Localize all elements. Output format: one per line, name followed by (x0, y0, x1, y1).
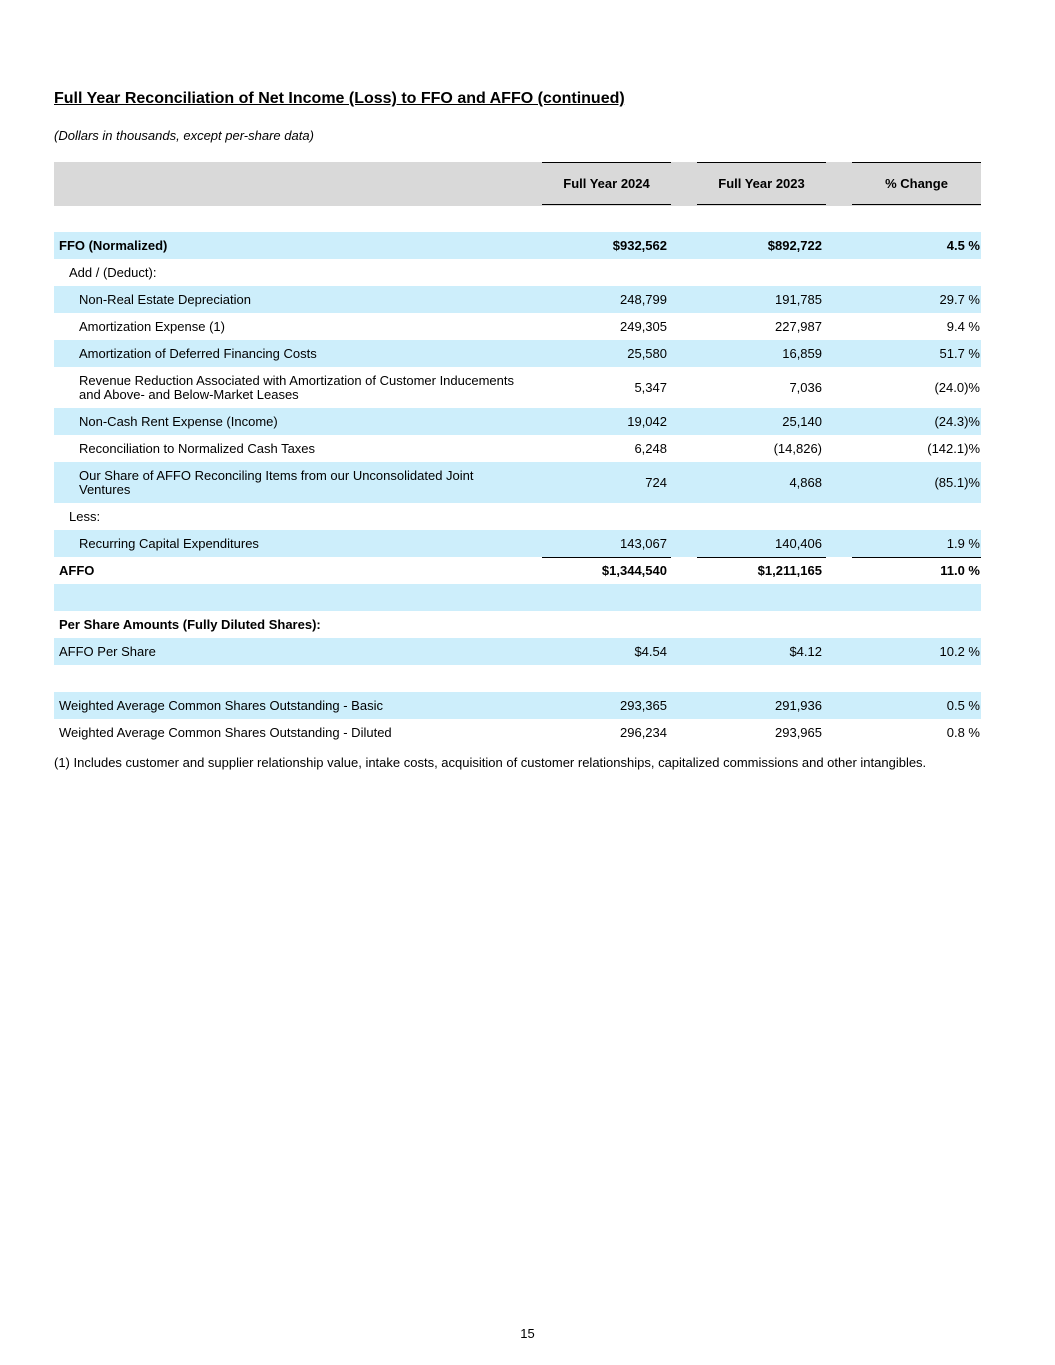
value-change: (85.1)% (934, 475, 980, 490)
row-label: Add / (Deduct): (69, 264, 157, 280)
row-label: Amortization of Deferred Financing Costs (79, 345, 317, 361)
value-2023: 291,936 (775, 698, 822, 713)
page-number: 15 (520, 1326, 535, 1341)
value-2023: 293,965 (775, 725, 822, 740)
table-row-ffo-normalized (54, 232, 981, 259)
value-change: 11.0 % (940, 563, 980, 578)
row-label: Per Share Amounts (Fully Diluted Shares): (59, 616, 321, 632)
value-change: 10.2 % (939, 644, 980, 659)
value-2024: 6,248 (634, 441, 667, 456)
value-2023: $4.12 (789, 644, 822, 659)
value-2023: 227,987 (775, 319, 822, 334)
footnote: (1) Includes customer and supplier relationship value, intake costs, acquisition of customer relationships, capitalized commissions and other intangibles. (54, 755, 927, 770)
table-header (54, 162, 981, 206)
row-label: Weighted Average Common Shares Outstanding - Diluted (59, 724, 392, 740)
row-label: Our Share of AFFO Reconciling Items from our Unconsolidated Joint Ventures (79, 467, 474, 497)
row-label: Amortization Expense (1) (79, 318, 225, 334)
column-header-full-year-2023: Full Year 2023 (697, 162, 826, 205)
value-2023: 140,406 (775, 536, 822, 551)
value-change: 1.9 % (946, 536, 980, 551)
table-spacer (54, 206, 981, 232)
row-label: Recurring Capital Expenditures (79, 535, 259, 551)
value-2024: 25,580 (627, 346, 667, 361)
value-2023: (14,826) (773, 441, 822, 456)
value-2024: 248,799 (620, 292, 667, 307)
value-2024: 296,234 (620, 725, 667, 740)
value-2024: 249,305 (620, 319, 667, 334)
column-header-percent-change: % Change (852, 162, 981, 205)
value-2023: $892,722 (767, 238, 822, 253)
table-row-shares-diluted (54, 719, 981, 746)
value-2024: 293,365 (620, 698, 667, 713)
value-2023: 4,868 (789, 475, 822, 490)
value-2023: $1,211,165 (757, 563, 822, 578)
value-2023: 191,785 (775, 292, 822, 307)
value-2023: 16,859 (782, 346, 822, 361)
value-2024: $932,562 (612, 238, 667, 253)
table-row (54, 408, 981, 435)
table-row (54, 462, 981, 503)
row-label: Revenue Reduction Associated with Amortization of Customer Inducements and Above- and Below-Market Leases (79, 372, 515, 402)
table-row (54, 340, 981, 367)
table-row-shares-basic (54, 692, 981, 719)
row-label: Reconciliation to Normalized Cash Taxes (79, 440, 316, 456)
row-label: AFFO (59, 562, 95, 578)
value-change: 4.5 % (946, 238, 980, 253)
page-subtitle: (Dollars in thousands, except per-share data) (54, 128, 314, 143)
value-2023: 25,140 (782, 414, 822, 429)
value-2024: $1,344,540 (601, 563, 667, 578)
value-change: 29.7 % (939, 292, 980, 307)
row-label: Non-Cash Rent Expense (Income) (79, 413, 278, 429)
table-row-affo (54, 557, 981, 584)
value-change: 0.8 % (946, 725, 980, 740)
value-change: 9.4 % (946, 319, 980, 334)
value-change: (24.3)% (934, 414, 980, 429)
value-change: (24.0)% (934, 380, 980, 395)
value-change: (142.1)% (927, 441, 980, 456)
table-row (54, 286, 981, 313)
table-row-blank (54, 584, 981, 611)
row-label: AFFO Per Share (59, 643, 156, 659)
table-row (54, 313, 981, 340)
value-change: 0.5 % (946, 698, 980, 713)
reconciliation-table (54, 162, 981, 746)
value-2024: 19,042 (627, 414, 667, 429)
table-row-blank (54, 665, 981, 692)
column-header-full-year-2024: Full Year 2024 (542, 162, 671, 205)
value-2024: 5,347 (634, 380, 667, 395)
page-title: Full Year Reconciliation of Net Income (Loss) to FFO and AFFO (continued) (54, 90, 625, 107)
row-label: FFO (Normalized) (59, 237, 168, 253)
value-2024: 143,067 (620, 536, 667, 551)
table-row-affo-per-share (54, 638, 981, 665)
table-row-add-deduct (54, 259, 981, 286)
table-row-less (54, 503, 981, 530)
table-row (54, 530, 981, 557)
table-row (54, 435, 981, 462)
table-row (54, 367, 981, 408)
row-label: Non-Real Estate Depreciation (79, 291, 251, 307)
value-2024: $4.54 (634, 644, 667, 659)
row-label: Less: (69, 508, 101, 524)
value-2024: 724 (645, 475, 667, 490)
value-2023: 7,036 (789, 380, 822, 395)
table-row-per-share-heading (54, 611, 981, 638)
row-label: Weighted Average Common Shares Outstanding - Basic (59, 697, 383, 713)
value-change: 51.7 % (939, 346, 980, 361)
